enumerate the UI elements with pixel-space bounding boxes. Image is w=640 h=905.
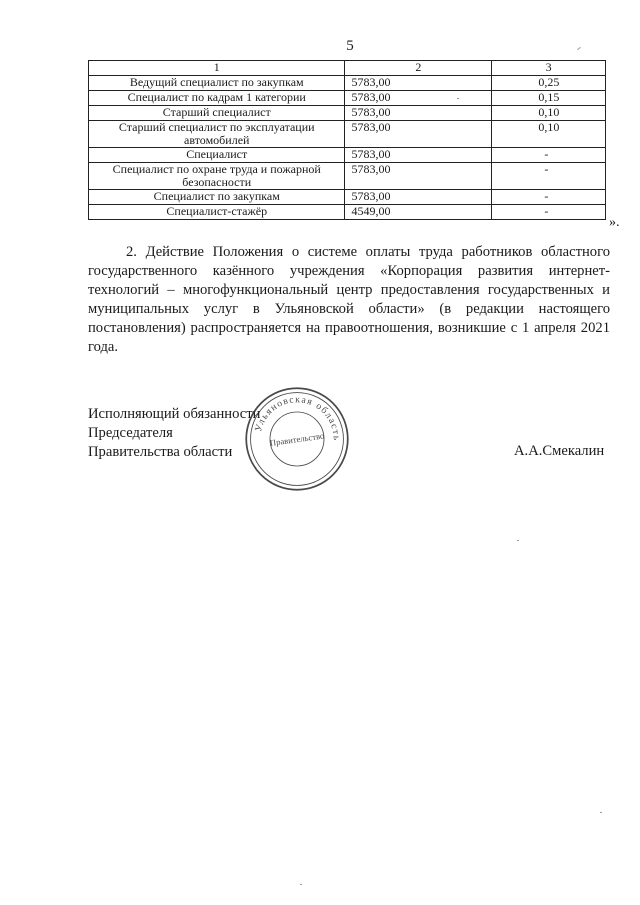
salary-cell: 5783,00 (345, 121, 492, 148)
table-row (89, 91, 606, 106)
signature-title-line: Правительства области (88, 444, 233, 460)
column-header: 2 (345, 61, 492, 76)
official-stamp (243, 385, 351, 493)
signatory-name: А.А.Смекалин (514, 443, 605, 459)
table-row (89, 163, 606, 190)
body-paragraph: 2. Действие Положения о системе оплаты труда работников областного государственного казённого учреждения «Корпорация развития интернет-технологий – многофункциональный центр предоставления государственных и муниципальных услуг в Ульяновской области» (в редакции настоящего постановления) распространяется на правоотношения, возникшие с 1 апреля 2021 года. (88, 244, 610, 355)
column-header: 3 (492, 61, 606, 76)
table-header-row (89, 61, 606, 76)
position-cell: Специалист-стажёр (89, 205, 345, 220)
table-row (89, 205, 606, 220)
scan-speck (457, 98, 459, 99)
coefficient-cell: - (492, 190, 606, 205)
position-cell: Старший специалист (89, 106, 345, 121)
position-cell: Специалист (89, 148, 345, 163)
table-row (89, 76, 606, 91)
table-row (89, 148, 606, 163)
table-row (89, 106, 606, 121)
position-cell: Старший специалист по эксплуатации автомобилей (89, 121, 345, 148)
page-number: 5 (346, 38, 354, 54)
coefficient-cell: - (492, 163, 606, 190)
table-row (89, 121, 606, 148)
scan-speck (517, 540, 519, 541)
salary-cell: 4549,00 (345, 205, 492, 220)
salary-table (88, 60, 606, 220)
signature-block (88, 405, 260, 462)
coefficient-cell: 0,25 (492, 76, 606, 91)
scan-speck (300, 884, 302, 885)
signature-title-line: Исполняющий обязанности (88, 406, 261, 422)
table-row (89, 190, 606, 205)
salary-cell: 5783,00 (345, 76, 492, 91)
coefficient-cell: - (492, 148, 606, 163)
scan-speck (600, 812, 602, 813)
coefficient-cell: 0,15 (492, 91, 606, 106)
coefficient-cell: 0,10 (492, 121, 606, 148)
stamp-center-text: Правительство (269, 430, 325, 449)
salary-cell: 5783,00 (345, 148, 492, 163)
salary-cell: 5783,00 (345, 91, 492, 106)
salary-cell: 5783,00 (345, 190, 492, 205)
position-cell: Специалист по охране труда и пожарной безопасности (89, 163, 345, 190)
salary-cell: 5783,00 (345, 106, 492, 121)
column-header: 1 (89, 61, 345, 76)
position-cell: Специалист по кадрам 1 категории (89, 91, 345, 106)
position-cell: Специалист по закупкам (89, 190, 345, 205)
signature-title-line: Председателя (88, 425, 173, 441)
stamp-ring-text: Ульяновская область (253, 394, 342, 442)
coefficient-cell: 0,10 (492, 106, 606, 121)
salary-cell: 5783,00 (345, 163, 492, 190)
closing-quote: ». (609, 215, 620, 230)
coefficient-cell: - (492, 205, 606, 220)
position-cell: Ведущий специалист по закупкам (89, 76, 345, 91)
